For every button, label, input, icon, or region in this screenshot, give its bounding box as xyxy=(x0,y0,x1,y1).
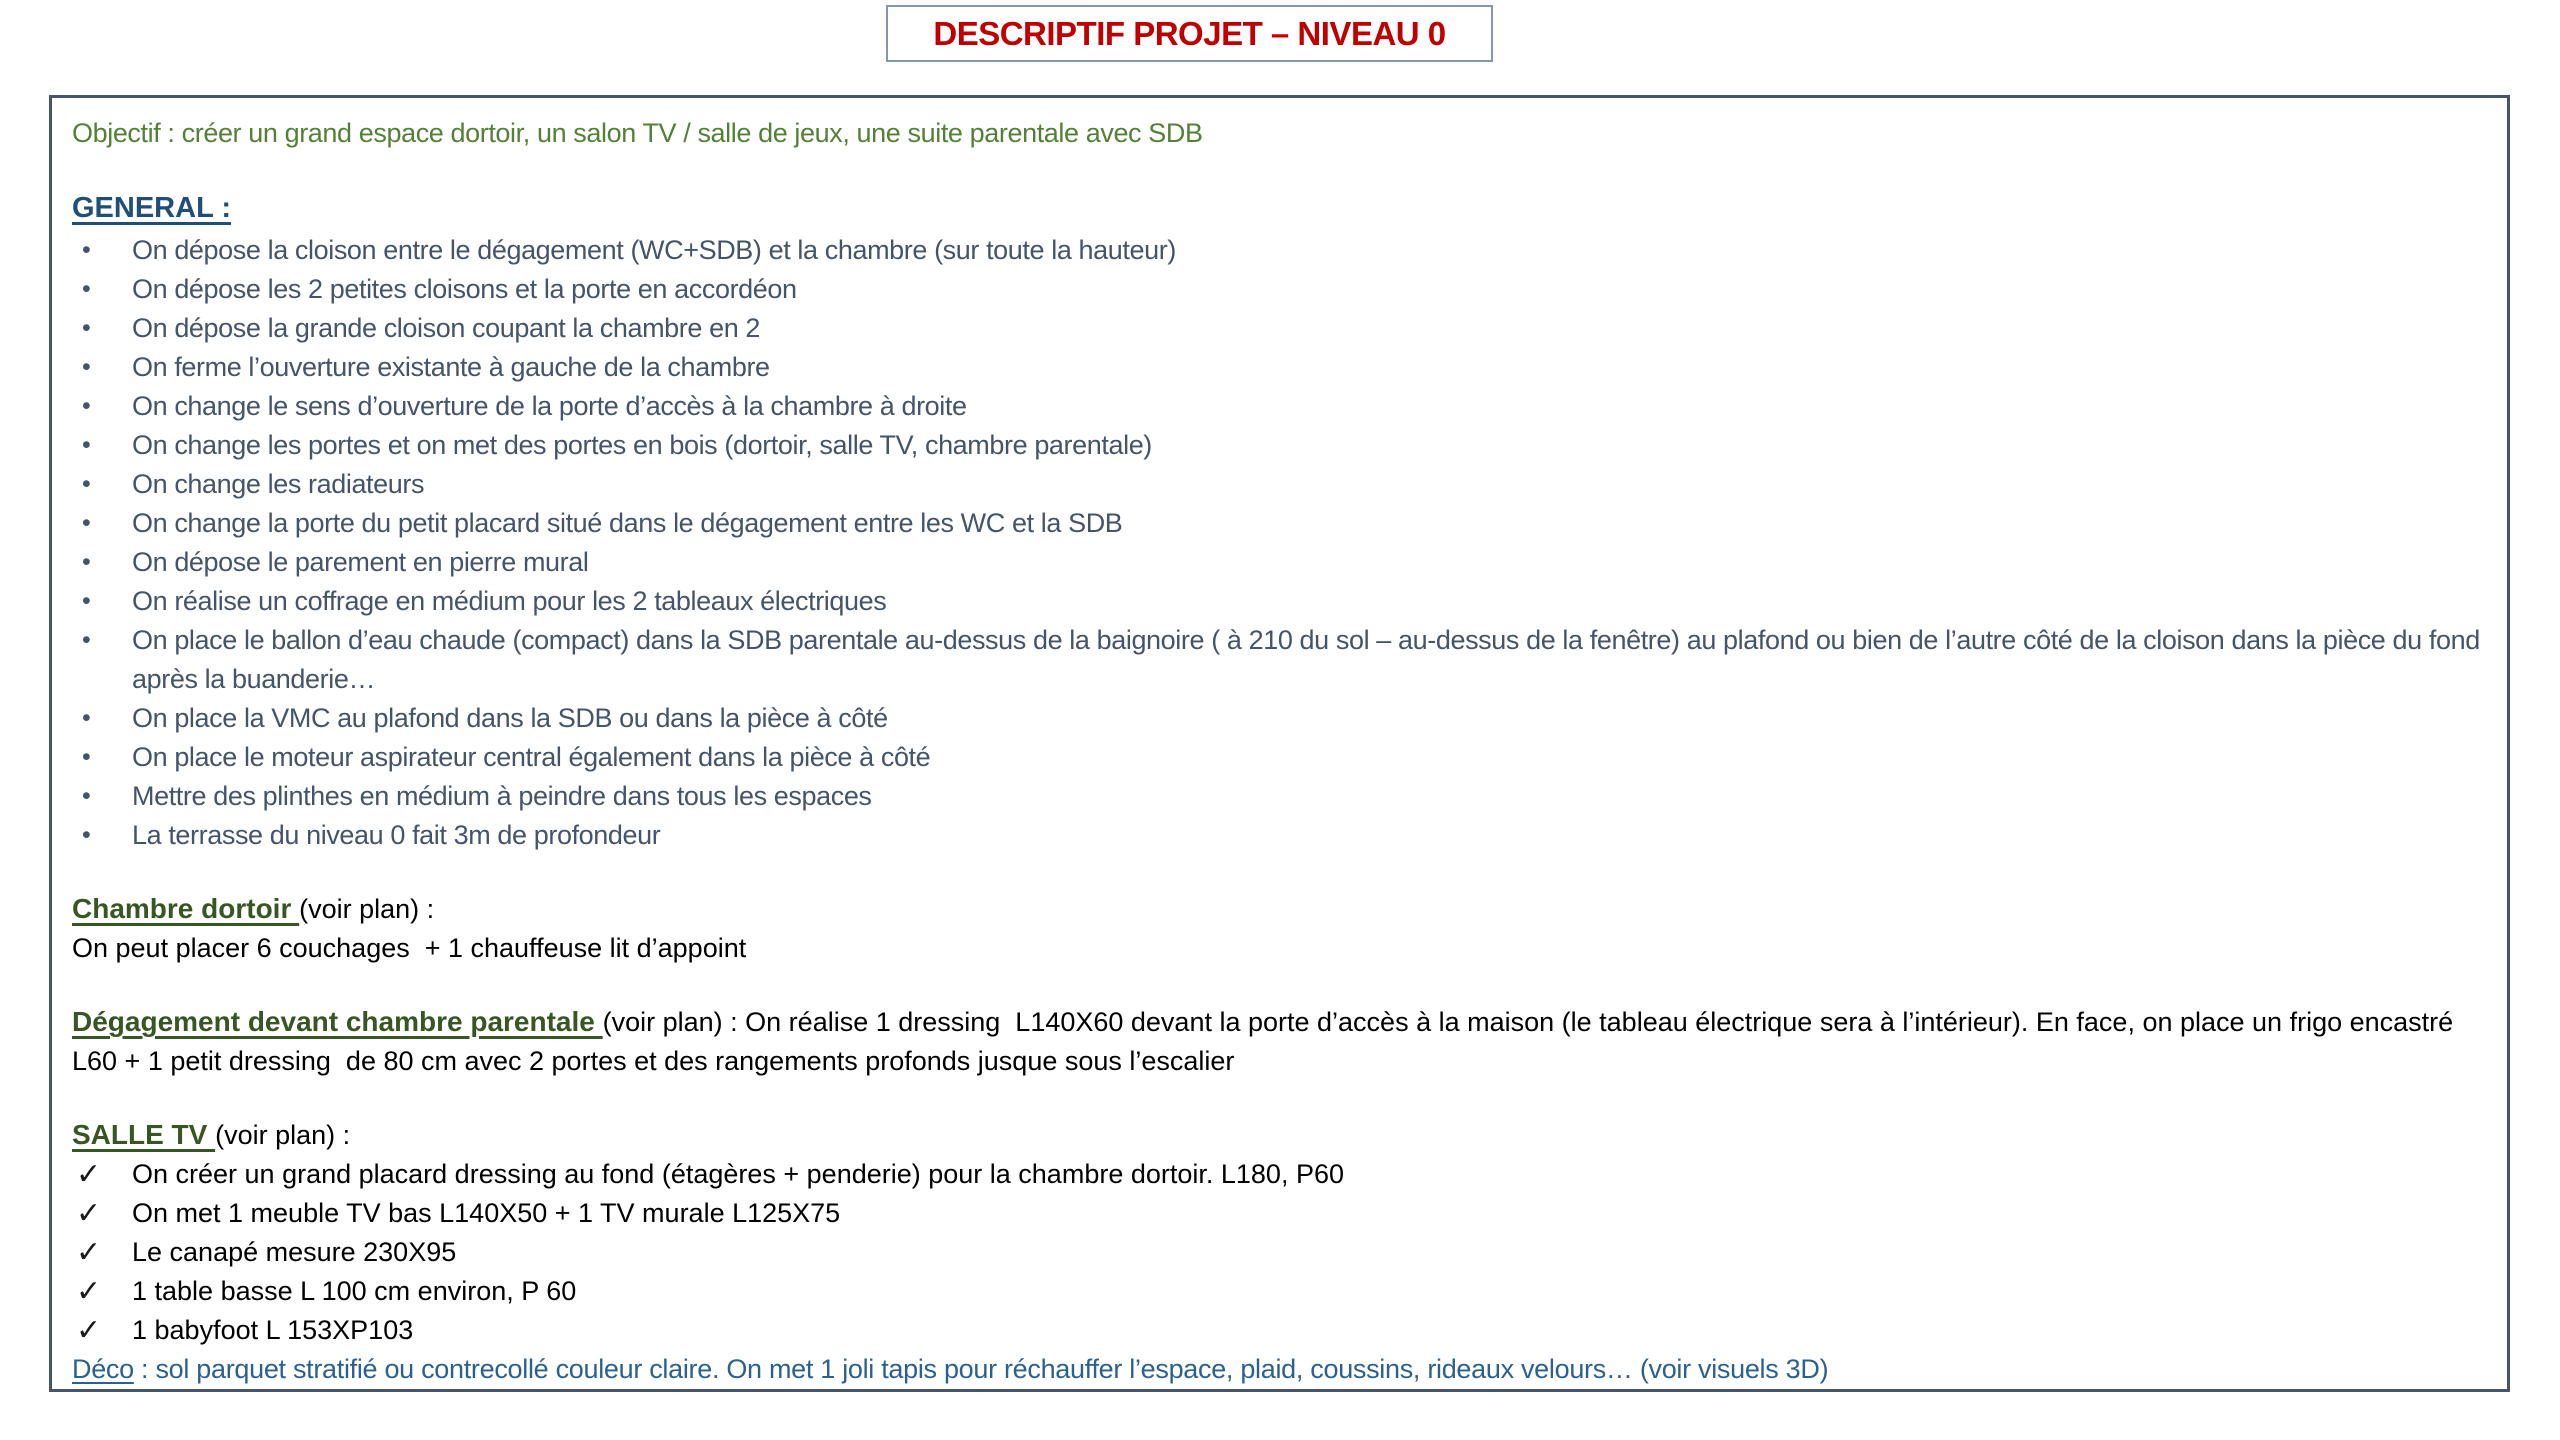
bullet-text: On place la VMC au plafond dans la SDB ou dans la pièce à côté xyxy=(132,703,888,733)
chambre-dortoir-heading-suffix: (voir plan) : xyxy=(299,894,435,924)
bullet-text: La terrasse du niveau 0 fait 3m de profondeur xyxy=(132,820,661,850)
bullet-text: On change la porte du petit placard situé dans le dégagement entre les WC et la SDB xyxy=(132,508,1123,538)
bullet-icon: • xyxy=(82,470,91,498)
title-box xyxy=(886,5,1493,62)
bullet-icon: • xyxy=(82,587,91,615)
checklist-text: On met 1 meuble TV bas L140X50 + 1 TV murale L125X75 xyxy=(132,1198,841,1228)
bullet-icon: • xyxy=(82,314,91,342)
bullet-item xyxy=(72,543,2487,582)
deco-line xyxy=(72,1350,2487,1389)
checkmark-icon: ✓ xyxy=(76,1275,102,1308)
checklist-text: 1 table basse L 100 cm environ, P 60 xyxy=(132,1276,577,1306)
salle-tv-checklist xyxy=(72,1155,2487,1350)
bullet-icon: • xyxy=(82,704,91,732)
checklist-text: 1 babyfoot L 153XP103 xyxy=(132,1315,414,1345)
bullet-icon: • xyxy=(82,431,91,459)
salle-tv-section xyxy=(72,1115,2487,1389)
chambre-dortoir-body: On peut placer 6 couchages + 1 chauffeuse lit d’appoint xyxy=(72,933,747,963)
bullet-item xyxy=(72,231,2487,270)
bullet-text: On ferme l’ouverture existante à gauche de la chambre xyxy=(132,352,770,382)
bullet-item xyxy=(72,621,2487,699)
deco-label: Déco xyxy=(72,1354,134,1384)
bullet-item xyxy=(72,582,2487,621)
bullet-item xyxy=(72,270,2487,309)
general-bullet-list xyxy=(72,231,2487,855)
bullet-item xyxy=(72,504,2487,543)
page-title: DESCRIPTIF PROJET – NIVEAU 0 xyxy=(933,14,1446,52)
degagement-heading: Dégagement devant chambre parentale xyxy=(72,1006,603,1037)
bullet-icon: • xyxy=(82,236,91,264)
bullet-text: On réalise un coffrage en médium pour les 2 tableaux électriques xyxy=(132,586,887,616)
bullet-icon: • xyxy=(82,392,91,420)
bullet-item xyxy=(72,309,2487,348)
bullet-item xyxy=(72,738,2487,777)
bullet-text: On change le sens d’ouverture de la porte d’accès à la chambre à droite xyxy=(132,391,967,421)
descriptif-panel xyxy=(49,95,2510,1392)
bullet-icon: • xyxy=(82,821,91,849)
bullet-icon: • xyxy=(82,626,91,654)
checklist-item xyxy=(72,1311,2487,1350)
bullet-icon: • xyxy=(82,353,91,381)
bullet-icon: • xyxy=(82,743,91,771)
bullet-text: On change les radiateurs xyxy=(132,469,425,499)
checklist-item xyxy=(72,1194,2487,1233)
deco-text: : sol parquet stratifié ou contrecollé couleur claire. On met 1 joli tapis pour réchauffer l’espace, plaid, coussins, rideaux velours… (voir visuels 3D) xyxy=(133,1354,1829,1384)
salle-tv-heading-line xyxy=(72,1115,2487,1155)
bullet-icon: • xyxy=(82,509,91,537)
checkmark-icon: ✓ xyxy=(76,1197,102,1230)
checklist-text: Le canapé mesure 230X95 xyxy=(132,1237,457,1267)
bullet-icon: • xyxy=(82,548,91,576)
bullet-text: On dépose le parement en pierre mural xyxy=(132,547,589,577)
bullet-text: Mettre des plinthes en médium à peindre dans tous les espaces xyxy=(132,781,872,811)
bullet-icon: • xyxy=(82,275,91,303)
degagement-section xyxy=(72,1002,2487,1081)
bullet-text: On place le moteur aspirateur central également dans la pièce à côté xyxy=(132,742,931,772)
chambre-dortoir-heading: Chambre dortoir xyxy=(72,893,300,924)
bullet-item xyxy=(72,426,2487,465)
checklist-item xyxy=(72,1155,2487,1194)
bullet-item xyxy=(72,816,2487,855)
general-heading: GENERAL : xyxy=(72,192,231,224)
bullet-text: On dépose les 2 petites cloisons et la porte en accordéon xyxy=(132,274,797,304)
degagement-body: (voir plan) : On réalise 1 dressing L140X60 devant la porte d’accès à la maison (le tableau électrique sera à l’intérieur). En face, on place un frigo encastré L60 + 1 petit dressing de 80 cm avec 2 portes et des rangements profonds jusque sous l’escalier xyxy=(72,1007,2461,1076)
bullet-item xyxy=(72,777,2487,816)
checklist-item xyxy=(72,1233,2487,1272)
checkmark-icon: ✓ xyxy=(76,1158,102,1191)
bullet-text: On change les portes et on met des portes en bois (dortoir, salle TV, chambre parentale) xyxy=(132,430,1152,460)
bullet-icon: • xyxy=(82,782,91,810)
bullet-text: On dépose la grande cloison coupant la chambre en 2 xyxy=(132,313,761,343)
checklist-item xyxy=(72,1272,2487,1311)
checkmark-icon: ✓ xyxy=(76,1314,102,1347)
bullet-item xyxy=(72,387,2487,426)
bullet-text: On dépose la cloison entre le dégagement (WC+SDB) et la chambre (sur toute la hauteur) xyxy=(132,235,1176,265)
salle-tv-heading-suffix: (voir plan) : xyxy=(215,1120,351,1150)
bullet-text: On place le ballon d’eau chaude (compact) dans la SDB parentale au-dessus de la baignoire ( à 210 du sol – au-dessus de la fenêtre) au plafond ou bien de l’autre côté de la cloison dans la pièce du fond après la buanderie… xyxy=(132,625,2487,694)
salle-tv-heading: SALLE TV xyxy=(72,1119,216,1150)
chambre-dortoir-section xyxy=(72,889,2487,968)
bullet-item xyxy=(72,699,2487,738)
objectif-line: Objectif : créer un grand espace dortoir, un salon TV / salle de jeux, une suite parentale avec SDB xyxy=(72,118,1203,148)
checkmark-icon: ✓ xyxy=(76,1236,102,1269)
chambre-dortoir-heading-line xyxy=(72,889,2487,929)
bullet-item xyxy=(72,348,2487,387)
checklist-text: On créer un grand placard dressing au fond (étagères + penderie) pour la chambre dortoir. L180, P60 xyxy=(132,1159,1344,1189)
bullet-item xyxy=(72,465,2487,504)
degagement-paragraph xyxy=(72,1002,2487,1081)
